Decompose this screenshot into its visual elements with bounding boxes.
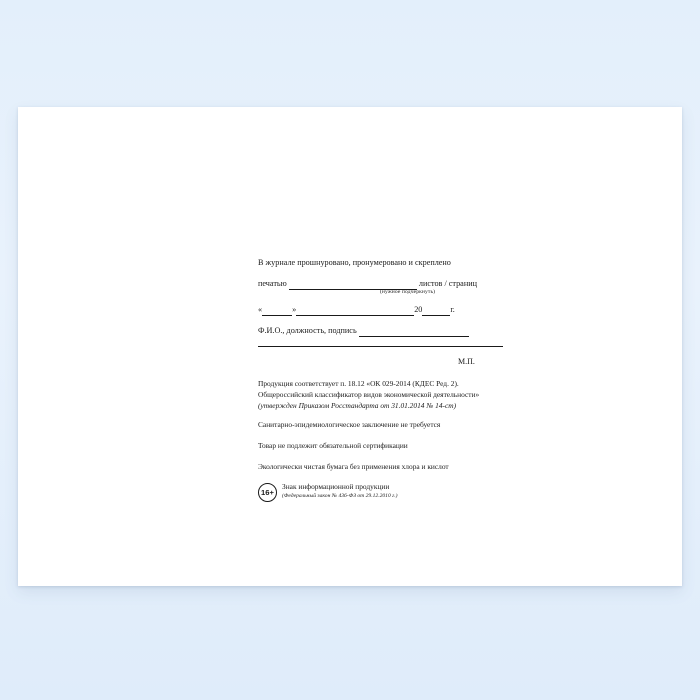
seal-suffix: листов / страниц: [418, 278, 477, 288]
compliance-line-2: Общероссийский классификатор видов экономической деятельности»: [258, 389, 480, 399]
date-year-suffix: г.: [450, 304, 455, 314]
date-quote-close: »: [292, 304, 297, 314]
mp-label: М.П.: [458, 356, 475, 366]
age-badge-title: Знак информационной продукции: [282, 482, 390, 492]
signature-label: Ф.И.О., должность, подпись: [258, 325, 357, 335]
compliance-line-1: Продукция соответствует п. 18.12 «ОК 029-2014 (КДЕС Ред. 2).: [258, 378, 459, 388]
age-rating-block: [258, 482, 558, 502]
date-quote-open: «: [258, 304, 263, 314]
document-content: [258, 257, 558, 502]
date-year-prefix: 20: [414, 304, 423, 314]
document-page: [18, 107, 682, 586]
note-ecology: Экологически чистая бумага без применения хлора и кислот: [258, 462, 449, 472]
note-certification: Товар не подлежит обязательной сертификации: [258, 441, 408, 450]
stitch-statement: В журнале прошнуровано, пронумеровано и скреплено: [258, 258, 451, 267]
date-year-rule: [422, 307, 450, 316]
product-compliance-block: [258, 378, 558, 411]
date-day-rule: [262, 307, 292, 316]
date-block: [258, 304, 558, 316]
seal-label: печатью: [258, 278, 287, 288]
seal-note: (нужное подчеркнуть): [379, 288, 436, 295]
age-badge-icon: 16+: [258, 483, 277, 502]
note-sanitary: Санитарно-эпидемиологическое заключение не требуется: [258, 419, 441, 429]
age-badge-note: (Федеральный закон № 436-ФЗ от 29.12.2010 г.): [282, 493, 398, 500]
signature-rule: [359, 328, 469, 337]
signature-rule-second: [258, 339, 503, 347]
compliance-line-italic: (утвержден Приказом Росстандарта от 31.01.2014 № 14-ст): [258, 400, 457, 410]
date-month-rule: [296, 307, 414, 316]
age-badge-text: [282, 482, 398, 501]
seal-block: [258, 278, 558, 295]
signature-block: [258, 325, 558, 347]
